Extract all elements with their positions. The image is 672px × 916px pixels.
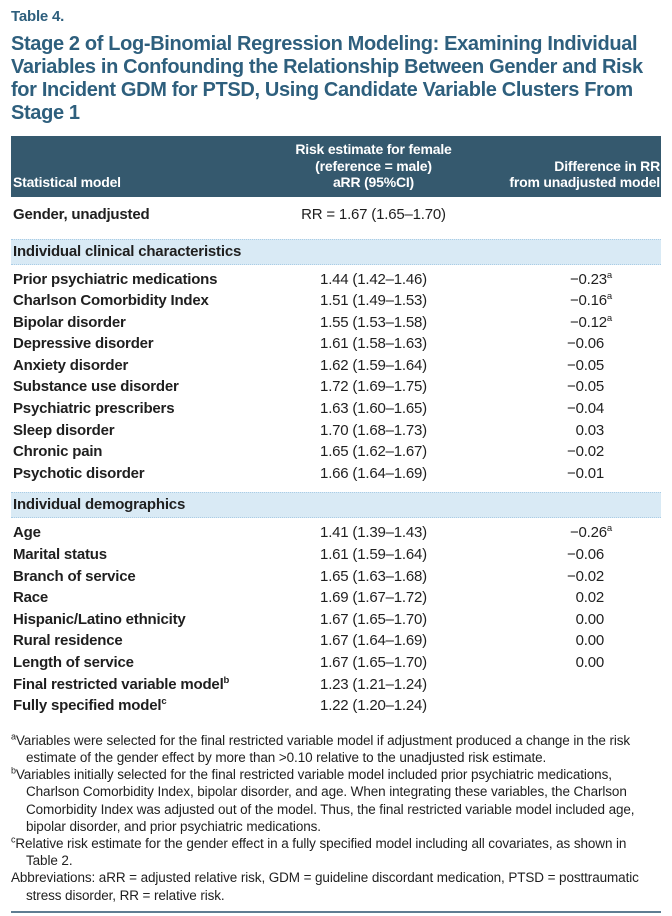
- footnote-marker: a: [606, 269, 612, 281]
- section-header-row: Individual demographics: [11, 492, 661, 518]
- row-rr-difference: −0.02: [567, 567, 604, 585]
- row-label: Length of service: [13, 654, 134, 671]
- table-row: [11, 465, 661, 487]
- table-row: [11, 524, 661, 546]
- row-label: Sleep disorder: [13, 421, 115, 439]
- table-row: [11, 611, 661, 633]
- footnote: Abbreviations: aRR = adjusted relative risk, GDM = guideline discordant medication, PTSD = posttraumatic stress disorder, RR = relative risk.: [11, 870, 639, 903]
- table-number-label: Table 4.: [11, 8, 65, 25]
- row-risk-estimate: 1.23 (1.21–1.24): [320, 675, 427, 693]
- row-rr-difference: −0.02: [567, 443, 604, 461]
- row-rr-difference: −0.04: [567, 400, 604, 418]
- row-risk-estimate: 1.51 (1.49–1.53): [320, 292, 427, 310]
- table-row: [11, 443, 661, 465]
- column-header-line: Difference in RR: [554, 157, 660, 174]
- row-label: Anxiety disorder: [13, 356, 129, 374]
- row-rr-difference: 0.02: [575, 589, 604, 607]
- column-header-statistical-model: Statistical model: [13, 174, 121, 190]
- row-risk-estimate: 1.70 (1.68–1.73): [320, 421, 427, 439]
- row-risk-estimate: 1.72 (1.69–1.75): [320, 378, 427, 396]
- section-header-row: Individual clinical characteristics: [11, 239, 661, 265]
- row-risk-estimate: 1.41 (1.39–1.43): [320, 524, 427, 542]
- row-label: Hispanic/Latino ethnicity: [13, 610, 186, 628]
- row-rr-difference: −0.01: [567, 464, 604, 482]
- row-risk-estimate: 1.22 (1.20–1.24): [320, 697, 427, 715]
- row-label: Gender, unadjusted: [13, 205, 150, 223]
- column-header-line: aRR (95%CI): [332, 174, 415, 190]
- row-label: Chronic pain: [13, 443, 103, 461]
- footnote: $^a$Variables were selected for the final restricted variable model if adjustment produced a change in the risk estimate of the gender effect by more than >0.10 relative to the unadjusted risk estimate.: [11, 731, 631, 765]
- row-risk-estimate: 1.63 (1.60–1.65): [320, 400, 427, 418]
- footnote-marker: a: [606, 312, 612, 324]
- column-header-line: from unadjusted model: [509, 174, 660, 190]
- row-label: Depressive disorder: [13, 335, 154, 353]
- row-risk-estimate: 1.67 (1.65–1.70): [320, 610, 427, 628]
- row-rr-difference: 0.00: [575, 632, 604, 650]
- row-rr-difference: −0.05: [567, 378, 604, 396]
- table-row: [11, 335, 661, 357]
- table-row: [11, 271, 661, 293]
- table-row: [11, 197, 661, 233]
- table-row: [11, 314, 661, 336]
- table-row: [11, 632, 661, 654]
- table-row: [11, 589, 661, 611]
- row-risk-estimate: 1.55 (1.53–1.58): [320, 313, 427, 331]
- row-label: Psychotic disorder: [13, 464, 145, 482]
- row-rr-difference: 0.00: [575, 654, 604, 671]
- row-label: Marital status: [13, 546, 107, 564]
- table-body: [11, 197, 661, 719]
- footnote-marker: c: [11, 834, 16, 845]
- column-header-line: Risk estimate for female: [295, 141, 452, 157]
- footnote-marker: a: [606, 523, 612, 535]
- table-row: [11, 568, 661, 590]
- row-risk-estimate: 1.62 (1.59–1.64): [320, 356, 427, 374]
- row-label: Rural residence: [13, 632, 123, 650]
- row-risk-estimate: RR = 1.67 (1.65–1.70): [301, 205, 446, 223]
- table-row: [11, 422, 661, 444]
- table-row: [11, 654, 661, 676]
- row-risk-estimate: 1.65 (1.62–1.67): [320, 443, 427, 461]
- row-rr-difference: −0.26$^a$: [569, 523, 612, 542]
- row-risk-estimate: 1.67 (1.64–1.69): [320, 632, 427, 650]
- footnote: $^b$Variables initially selected for the final restricted variable model included prior psychiatric medications, Charlson Comorbidity Index, bipolar disorder, and age. When integrating these variables, the Charlson Comorbidity Index was adjusted out of the model. Thus, the final restricted variable model included age, bipolar disorder, and prior psychiatric medications.: [11, 765, 635, 834]
- row-risk-estimate: 1.61 (1.59–1.64): [320, 546, 427, 564]
- table-row: [11, 378, 661, 400]
- table-title: Stage 2 of Log-Binomial Regression Modeling: Examining Individual Variables in Confounding the Relationship Between Gender and Risk for Incident GDM for PTSD, Using Candidate Variable Clusters From Stage 1: [11, 33, 643, 124]
- table-header-row: [11, 136, 661, 197]
- table-row: [11, 546, 661, 568]
- column-header-difference: [481, 158, 661, 191]
- row-risk-estimate: 1.67 (1.65–1.70): [320, 654, 427, 671]
- row-rr-difference: 0.00: [575, 610, 604, 628]
- footnote-marker: b: [11, 765, 16, 776]
- row-rr-difference: −0.05: [567, 356, 604, 374]
- row-label: Branch of service: [13, 567, 136, 585]
- footnotes: [11, 732, 661, 904]
- column-header-risk-estimate: [266, 141, 481, 191]
- data-table: [11, 136, 661, 719]
- footnote-marker: c: [161, 696, 167, 708]
- row-label: Final restricted variable model$^b$: [13, 674, 230, 693]
- row-rr-difference: −0.12$^a$: [569, 312, 612, 331]
- row-label: Race: [13, 589, 49, 607]
- row-risk-estimate: 1.44 (1.42–1.46): [320, 270, 427, 288]
- footnote-marker: a: [606, 291, 612, 303]
- table-row: [11, 676, 661, 698]
- row-label: Charlson Comorbidity Index: [13, 292, 209, 310]
- bottom-rule: [11, 911, 661, 913]
- table-row: [11, 697, 661, 719]
- row-risk-estimate: 1.61 (1.58–1.63): [320, 335, 427, 353]
- footnote-marker: a: [11, 731, 16, 742]
- row-label: Age: [13, 524, 41, 542]
- row-rr-difference: −0.06: [567, 335, 604, 353]
- table-row: [11, 357, 661, 379]
- row-rr-difference: 0.03: [575, 421, 604, 439]
- row-rr-difference: −0.23$^a$: [569, 269, 612, 288]
- table-row: [11, 400, 661, 422]
- row-label: Substance use disorder: [13, 378, 179, 396]
- row-label: Bipolar disorder: [13, 313, 126, 331]
- row-rr-difference: −0.16$^a$: [569, 291, 612, 310]
- row-label: Fully specified model$^c$: [13, 696, 167, 715]
- row-label: Prior psychiatric medications: [13, 270, 218, 288]
- row-risk-estimate: 1.65 (1.63–1.68): [320, 567, 427, 585]
- row-rr-difference: −0.06: [567, 546, 604, 564]
- row-risk-estimate: 1.66 (1.64–1.69): [320, 464, 427, 482]
- row-risk-estimate: 1.69 (1.67–1.72): [320, 589, 427, 607]
- table-row: [11, 292, 661, 314]
- footnote-marker: b: [223, 674, 230, 686]
- row-label: Psychiatric prescribers: [13, 400, 175, 418]
- footnote: $^c$Relative risk estimate for the gender effect in a fully specified model including all covariates, as shown in Table 2.: [11, 834, 627, 869]
- column-header-line: (reference = male): [315, 157, 432, 174]
